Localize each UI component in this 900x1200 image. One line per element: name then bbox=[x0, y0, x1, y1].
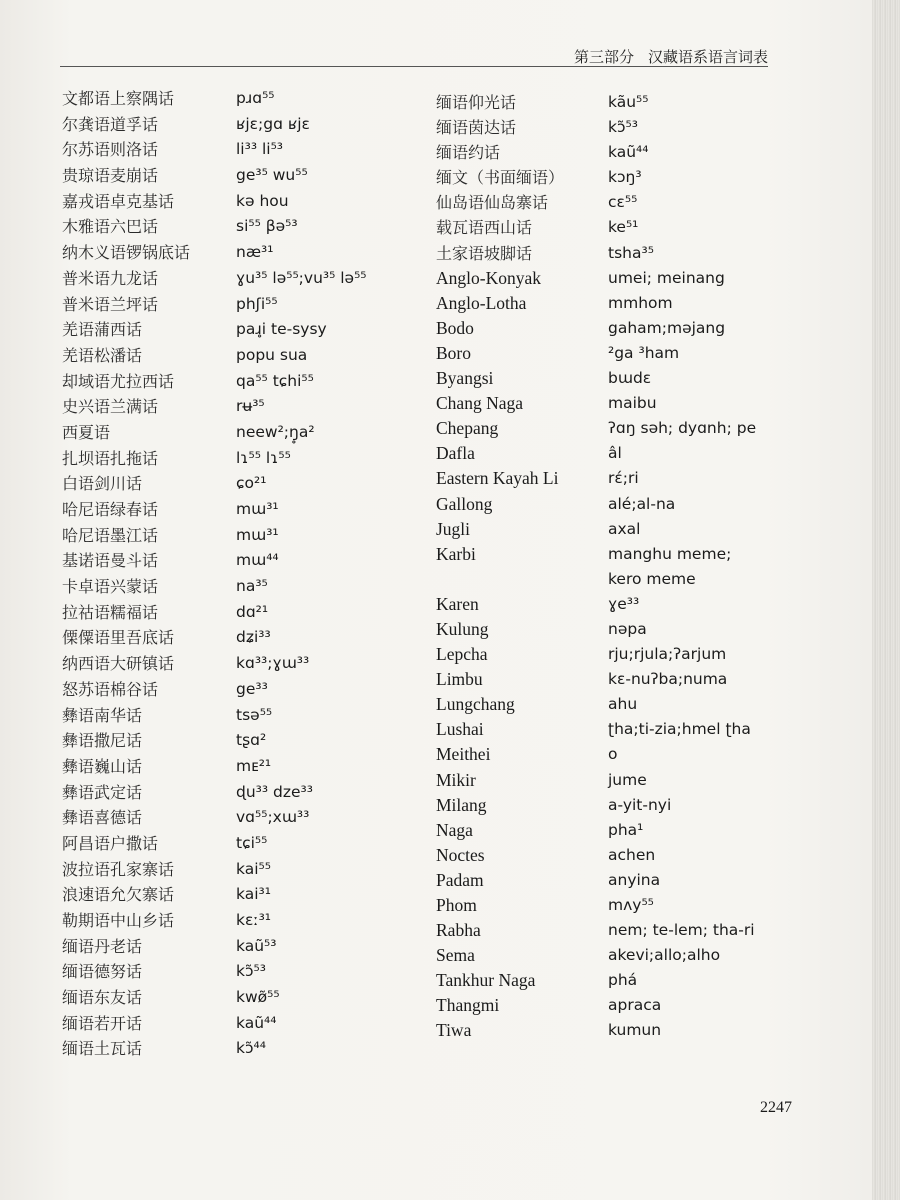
word-form: umei; meinang bbox=[608, 268, 725, 287]
language-name: 羌语蒲西话 bbox=[62, 320, 143, 340]
language-name: Byangsi bbox=[436, 368, 494, 389]
word-form: dɑ²¹ bbox=[236, 602, 269, 621]
language-name: Chang Naga bbox=[436, 393, 523, 414]
language-name: 怒苏语棉谷话 bbox=[62, 679, 159, 699]
language-name: 拉祜语糯福话 bbox=[62, 602, 159, 622]
header-rule bbox=[60, 66, 768, 67]
language-name: 缅语若开话 bbox=[62, 1013, 143, 1033]
word-form: ge³⁵ wu⁵⁵ bbox=[236, 166, 308, 185]
word-form: maibu bbox=[608, 394, 657, 413]
word-form: ²ga ³ham bbox=[608, 343, 680, 362]
language-name: 彝语撒尼话 bbox=[62, 731, 143, 751]
language-name: Meithei bbox=[436, 744, 491, 765]
word-form: mɯ³¹ bbox=[236, 525, 279, 544]
language-name: Padam bbox=[436, 869, 484, 890]
language-name: 缅语德努话 bbox=[62, 962, 143, 982]
left-form-column bbox=[236, 86, 426, 1062]
language-name: 扎坝语扎拖话 bbox=[62, 448, 159, 468]
word-form: tsha³⁵ bbox=[608, 243, 654, 262]
word-form: nem; te-lem; tha-ri bbox=[608, 921, 755, 940]
language-name: 缅文（书面缅语） bbox=[436, 168, 565, 188]
language-name: 缅语约话 bbox=[436, 143, 501, 163]
language-name: 哈尼语墨江话 bbox=[62, 525, 159, 545]
word-form: kə hou bbox=[236, 191, 289, 210]
word-form: ge³³ bbox=[236, 679, 268, 698]
language-name: 阿昌语户撒话 bbox=[62, 833, 159, 853]
language-name: 缅语土瓦话 bbox=[62, 1039, 143, 1059]
language-name: Anglo-Konyak bbox=[436, 267, 541, 288]
language-name: Noctes bbox=[436, 844, 485, 865]
word-form: kumun bbox=[608, 1021, 662, 1040]
language-name: 载瓦语西山话 bbox=[436, 218, 533, 238]
word-form: tɕi⁵⁵ bbox=[236, 833, 268, 852]
word-form: dʑi³³ bbox=[236, 628, 271, 647]
language-name: 普米语兰坪话 bbox=[62, 294, 159, 314]
page-number: 2247 bbox=[760, 1099, 792, 1116]
language-name: Milang bbox=[436, 794, 487, 815]
language-name: 彝语南华话 bbox=[62, 705, 143, 725]
word-form: pɹɑ⁵⁵ bbox=[236, 89, 275, 107]
language-name: Dafla bbox=[436, 443, 475, 464]
word-form: mɯ⁴⁴ bbox=[236, 551, 279, 570]
language-name: 缅语茵达话 bbox=[436, 118, 517, 138]
word-form: rɛ́;ri bbox=[608, 469, 639, 488]
word-form: kãu⁵⁵ bbox=[608, 93, 649, 111]
language-name: 彝语喜德话 bbox=[62, 808, 143, 828]
word-form: vɑ⁵⁵;xɯ³³ bbox=[236, 808, 310, 827]
word-form: ahu bbox=[608, 695, 638, 714]
language-name: Eastern Kayah Li bbox=[436, 468, 559, 489]
word-form: a-yit-nyi bbox=[608, 795, 672, 814]
word-form: gaham;məjang bbox=[608, 318, 726, 337]
word-form: phʃi⁵⁵ bbox=[236, 294, 278, 313]
word-form: pha¹ bbox=[608, 820, 644, 839]
word-form: kɔ̃⁴⁴ bbox=[236, 1039, 266, 1058]
language-name: 彝语巍山话 bbox=[62, 756, 143, 776]
language-name: Kulung bbox=[436, 618, 489, 639]
language-name: 文都语上察隅话 bbox=[62, 89, 175, 108]
word-form: kaũ⁴⁴ bbox=[608, 143, 649, 162]
word-form: ʔɑŋ səh; dyɑnh; pe bbox=[608, 419, 757, 438]
word-form: ʈha;ti-zia;hmel ʈha bbox=[608, 720, 751, 739]
language-name: 缅语东友话 bbox=[62, 988, 143, 1008]
language-name: 贵琼语麦崩话 bbox=[62, 166, 159, 186]
language-name: Chepang bbox=[436, 418, 499, 439]
word-form: neew²;ŋ̥a² bbox=[236, 422, 315, 441]
running-head bbox=[574, 46, 768, 67]
word-form: manghu meme; bbox=[608, 544, 732, 563]
language-name: Karen bbox=[436, 593, 479, 614]
language-name: Bodo bbox=[436, 317, 474, 338]
word-form: li³³ li⁵³ bbox=[236, 140, 284, 159]
language-name: 纳木义语锣锅底话 bbox=[62, 243, 191, 263]
word-form: lɿ⁵⁵ lɿ⁵⁵ bbox=[236, 448, 291, 467]
language-name: 却域语尤拉西话 bbox=[62, 371, 175, 391]
word-form: ɖu³³ dze³³ bbox=[236, 782, 313, 801]
language-name: Lepcha bbox=[436, 644, 488, 665]
language-name: 尔苏语则洛话 bbox=[62, 140, 159, 160]
word-form: qa⁵⁵ tɕhi⁵⁵ bbox=[236, 371, 314, 390]
right-form-column bbox=[608, 90, 798, 1044]
word-form: mʌy⁵⁵ bbox=[608, 896, 654, 914]
word-form: paɹ̥i te-sysy bbox=[236, 320, 327, 339]
language-name: 傈僳语里吾底话 bbox=[62, 628, 175, 648]
word-form: kɛː³¹ bbox=[236, 911, 272, 929]
language-name: Karbi bbox=[436, 543, 476, 564]
language-name: Tiwa bbox=[436, 1020, 472, 1041]
language-name: 彝语武定话 bbox=[62, 782, 143, 802]
word-form: nəpa bbox=[608, 619, 647, 638]
word-form: alé;al-na bbox=[608, 494, 676, 513]
word-form: na³⁵ bbox=[236, 577, 268, 596]
word-form: âl bbox=[608, 444, 622, 463]
word-form: kaũ⁵³ bbox=[236, 936, 277, 955]
word-form: o bbox=[608, 745, 618, 764]
word-form: kɑ³³;ɣɯ³³ bbox=[236, 654, 310, 673]
word-form: kwø̃⁵⁵ bbox=[236, 988, 280, 1007]
language-name: Mikir bbox=[436, 769, 476, 790]
word-form: kero meme bbox=[608, 569, 696, 588]
word-form: kɔ̃⁵³ bbox=[608, 118, 638, 137]
language-name: Tankhur Naga bbox=[436, 970, 536, 991]
word-form: phá bbox=[608, 971, 638, 990]
language-name: Lungchang bbox=[436, 694, 515, 715]
language-name: Jugli bbox=[436, 518, 471, 539]
language-name: 土家语坡脚话 bbox=[436, 243, 533, 263]
language-name: 纳西语大研镇话 bbox=[62, 654, 175, 674]
language-name: 普米语九龙话 bbox=[62, 268, 159, 288]
word-form: anyina bbox=[608, 870, 661, 889]
language-name: 缅语丹老话 bbox=[62, 936, 143, 956]
word-form: popu sua bbox=[236, 345, 308, 364]
language-name: 木雅语六巴话 bbox=[62, 217, 159, 237]
word-form: axal bbox=[608, 519, 641, 538]
language-name: 波拉语孔家寨话 bbox=[62, 859, 175, 879]
running-head-part: 第三部分 bbox=[574, 48, 635, 66]
word-form: akevi;allo;alho bbox=[608, 946, 721, 965]
word-form: ʁjɛ;gɑ ʁjɛ bbox=[236, 114, 310, 133]
word-form: ɕo²¹ bbox=[236, 474, 267, 493]
language-name: Rabha bbox=[436, 920, 481, 941]
language-name: 卡卓语兴蒙话 bbox=[62, 577, 159, 597]
language-name: 基诺语曼斗话 bbox=[62, 551, 159, 571]
word-form: mᴇ²¹ bbox=[236, 756, 272, 775]
right-language-column bbox=[436, 90, 606, 1044]
language-name: Anglo-Lotha bbox=[436, 292, 527, 313]
word-form: rʉ³⁵ bbox=[236, 397, 265, 416]
word-form: kai⁵⁵ bbox=[236, 859, 271, 878]
word-form: achen bbox=[608, 845, 656, 864]
language-name: Limbu bbox=[436, 669, 483, 690]
word-form: ɣu³⁵ lə⁵⁵;vu³⁵ lə⁵⁵ bbox=[236, 268, 367, 287]
word-form: apraca bbox=[608, 996, 662, 1015]
word-form: mmhom bbox=[608, 293, 673, 312]
language-name: 仙岛语仙岛寨话 bbox=[436, 193, 549, 213]
word-form: rju;rjula;ʔarjum bbox=[608, 645, 727, 664]
language-name: 哈尼语绿春话 bbox=[62, 500, 159, 519]
word-form: næ³¹ bbox=[236, 243, 274, 262]
word-form: bɯdɛ bbox=[608, 369, 652, 388]
language-name: 嘉戎语卓克基话 bbox=[62, 191, 175, 211]
language-name: 羌语松潘话 bbox=[62, 345, 143, 365]
word-form: kɔ̃⁵³ bbox=[236, 962, 266, 981]
word-form: tʂɑ² bbox=[236, 731, 267, 750]
language-name: 白语剑川话 bbox=[62, 474, 143, 494]
word-form: mɯ³¹ bbox=[236, 500, 279, 518]
word-form: si⁵⁵ βə⁵³ bbox=[236, 217, 298, 236]
word-form: cɛ⁵⁵ bbox=[608, 193, 638, 212]
left-language-column bbox=[62, 86, 232, 1062]
word-form: jume bbox=[608, 770, 647, 789]
language-name: 勒期语中山乡话 bbox=[62, 911, 175, 930]
word-form: kaũ⁴⁴ bbox=[236, 1013, 277, 1032]
language-name: 史兴语兰满话 bbox=[62, 397, 159, 417]
page-edge bbox=[872, 0, 900, 1200]
word-form: kɔŋ³ bbox=[608, 168, 642, 187]
language-name: 浪速语允欠寨话 bbox=[62, 885, 175, 905]
language-name: Boro bbox=[436, 342, 471, 363]
language-name: Thangmi bbox=[436, 995, 500, 1016]
word-form: ɣe³³ bbox=[608, 594, 640, 613]
word-form: ke⁵¹ bbox=[608, 218, 639, 237]
language-name: 缅语仰光话 bbox=[436, 93, 517, 112]
word-form: kai³¹ bbox=[236, 885, 271, 904]
language-name: Phom bbox=[436, 895, 477, 915]
language-name: 尔龚语道孚话 bbox=[62, 114, 159, 134]
language-name: 西夏语 bbox=[62, 422, 111, 442]
language-name: Naga bbox=[436, 819, 473, 840]
word-form: tsə⁵⁵ bbox=[236, 705, 273, 724]
running-head-title: 汉藏语系语言词表 bbox=[648, 48, 769, 66]
language-name: Lushai bbox=[436, 719, 484, 740]
language-name: Gallong bbox=[436, 493, 493, 514]
language-name: Sema bbox=[436, 945, 475, 966]
word-form: kɛ-nuʔba;numa bbox=[608, 670, 728, 689]
